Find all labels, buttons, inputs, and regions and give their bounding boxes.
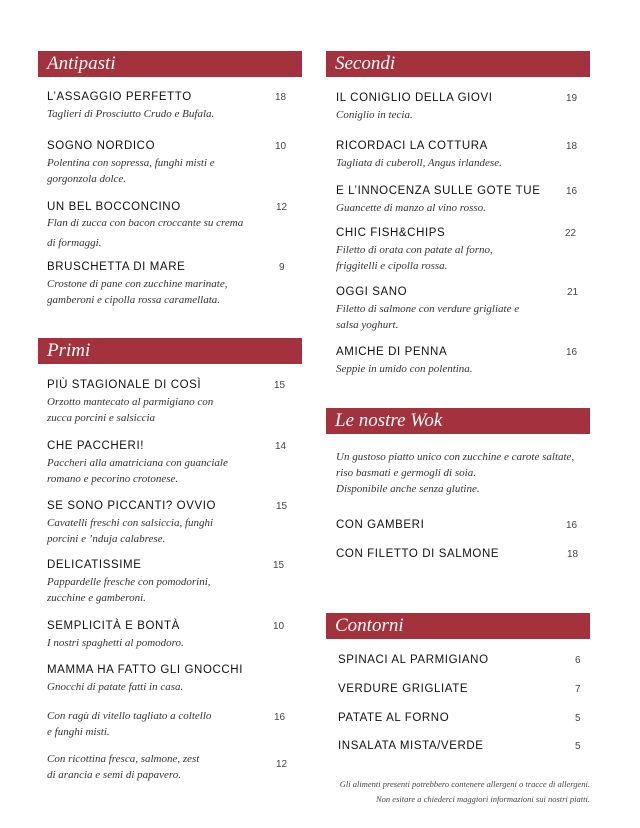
gnocchi-option-price: 16	[274, 712, 286, 723]
section-header-contorni: Contorni	[326, 613, 590, 639]
item-price: 19	[566, 93, 578, 104]
item-description: Flan di zucca con bacon croccante su crema di formaggi.	[47, 217, 244, 249]
item-name: CON FILETTO DI SALMONE	[336, 548, 500, 560]
item-name: CON GAMBERI	[336, 519, 425, 531]
item-description: Orzotto mantecato al parmigiano con zucca porcini e salsiccia	[47, 396, 214, 424]
gnocchi-option-description: Con ricottina fresca, salmone, zest di arancia e semi di papavero.	[47, 753, 200, 781]
item-name: L’ASSAGGIO PERFETTO	[47, 91, 192, 103]
item-price: 9	[279, 262, 285, 273]
item-price: 18	[567, 549, 579, 560]
item-price: 7	[575, 684, 581, 695]
item-price: 15	[276, 501, 288, 512]
item-name: VERDURE GRIGLIATE	[338, 683, 469, 695]
item-name: MAMMA HA FATTO GLI GNOCCHI	[47, 664, 244, 676]
item-price: 10	[273, 621, 285, 632]
item-price: 5	[575, 713, 581, 724]
item-price: 5	[575, 741, 581, 752]
item-price: 14	[275, 441, 287, 452]
item-name: PATATE AL FORNO	[338, 712, 450, 724]
item-name: SE SONO PICCANTI? OVVIO	[47, 500, 217, 512]
item-name: SPINACI AL PARMIGIANO	[338, 654, 489, 666]
item-name: BRUSCHETTA DI MARE	[47, 261, 186, 273]
item-name: DELICATISSIME	[47, 559, 142, 571]
item-description: Pappardelle fresche con pomodorini, zucchine e gamberoni.	[47, 576, 211, 604]
item-name: PIÙ STAGIONALE DI COSÌ	[47, 379, 202, 391]
item-name: SEMPLICITÀ E BONTÀ	[47, 620, 180, 632]
item-name: E L’INNOCENZA SULLE GOTE TUE	[336, 185, 541, 197]
item-description: Filetto di salmone con verdure grigliate e salsa yoghurt.	[336, 303, 520, 331]
item-description: Filetto di orata con patate al forno, friggitelli e cipolla rossa.	[336, 244, 493, 272]
gnocchi-option-price: 12	[276, 759, 288, 770]
item-name: SOGNO NORDICO	[47, 140, 156, 152]
item-price: 16	[566, 520, 578, 531]
section-header-secondi: Secondi	[326, 51, 590, 77]
item-price: 15	[274, 380, 286, 391]
allergen-note: Gli alimenti presenti potrebbero contenere allergeni o tracce di allergeni.	[339, 779, 590, 789]
item-name: CHIC FISH&CHIPS	[336, 227, 446, 239]
item-description: Polentina con sopressa, funghi misti e gorgonzola dolce.	[47, 157, 215, 185]
item-price: 18	[275, 92, 287, 103]
item-description: Coniglio in tecia.	[336, 109, 413, 121]
item-name: OGGI SANO	[336, 286, 408, 298]
item-price: 16	[566, 347, 578, 358]
item-price: 16	[566, 186, 578, 197]
item-name: AMICHE DI PENNA	[336, 346, 448, 358]
item-description: Tagliata di cuberoll, Angus irlandese.	[336, 157, 502, 169]
item-name: UN BEL BOCCONCINO	[47, 201, 181, 213]
item-description: Cavatelli freschi con salsiccia, funghi porcini e ’nduja calabrese.	[47, 517, 214, 545]
item-price: 15	[273, 560, 285, 571]
section-header-wok: Le nostre Wok	[326, 408, 590, 434]
gnocchi-option-description: Con ragù di vitello tagliato a coltello e funghi misti.	[47, 710, 212, 738]
section-header-primi: Primi	[38, 338, 302, 364]
item-name: INSALATA MISTA/VERDE	[338, 740, 484, 752]
item-description: Guancette di manzo al vino rosso.	[336, 202, 486, 214]
item-price: 18	[566, 141, 578, 152]
item-description: Taglieri di Prosciutto Crudo e Bufala.	[47, 108, 215, 120]
item-name: RICORDACI LA COTTURA	[336, 140, 488, 152]
item-price: 21	[567, 287, 579, 298]
item-description: Gnocchi di patate fatti in casa.	[47, 681, 184, 693]
item-price: 6	[575, 655, 581, 666]
section-header-antipasti: Antipasti	[38, 51, 302, 77]
wok-intro: Un gustoso piatto unico con zucchine e carote saltate, riso basmati e germogli di soia. Disponibile anche senza glutine.	[336, 451, 575, 495]
item-name: IL CONIGLIO DELLA GIOVI	[336, 92, 493, 104]
item-name: CHE PACCHERI!	[47, 440, 145, 452]
item-price: 22	[565, 228, 577, 239]
item-price: 12	[276, 202, 288, 213]
item-price: 10	[275, 141, 287, 152]
item-description: I nostri spaghetti al pomodoro.	[47, 637, 184, 649]
item-description: Paccheri alla amatriciana con guanciale romano e pecorino crotonese.	[47, 457, 228, 485]
info-note: Non esitare a chiederci maggiori informazioni sui nostri piatti.	[376, 794, 590, 804]
item-description: Crostone di pane con zucchine marinate, gamberoni e cipolla rossa caramellata.	[47, 278, 228, 306]
item-description: Seppie in umido con polentina.	[336, 363, 473, 375]
